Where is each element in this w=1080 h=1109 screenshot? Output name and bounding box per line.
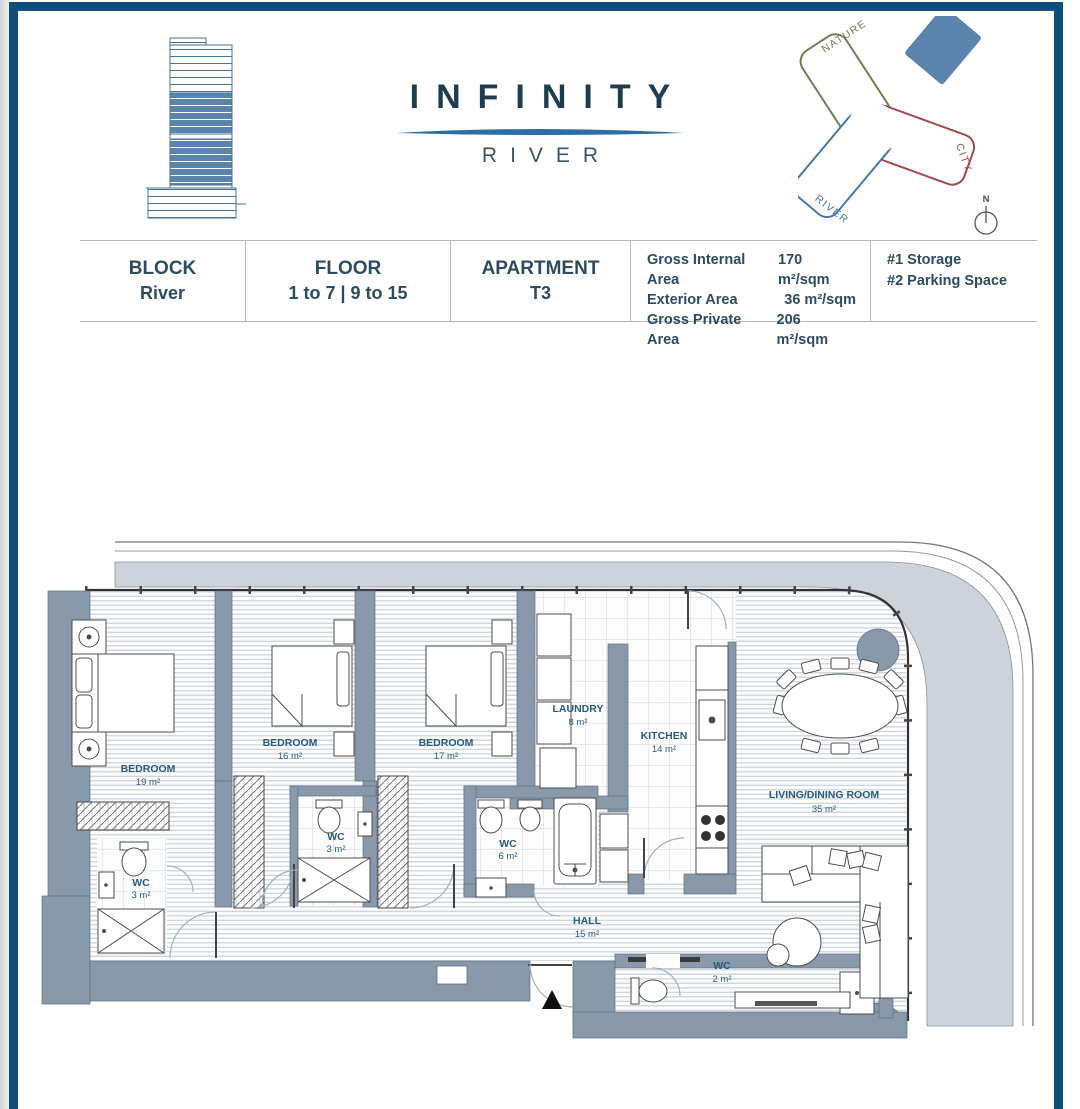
apartment-label: APARTMENT (481, 258, 600, 279)
extra-row: #1 Storage (887, 252, 962, 268)
block-label: BLOCK (128, 258, 197, 279)
room-area: 2 m² (712, 974, 732, 985)
room-label: LIVING/DINING ROOM (768, 789, 880, 801)
entrance-marker (542, 990, 562, 1009)
river-label: RIVER (812, 192, 852, 227)
room-area: 3 m² (131, 890, 151, 901)
room-area: 14 m² (651, 744, 677, 755)
floor-plan (40, 534, 1040, 1049)
room-label: KITCHEN (640, 730, 688, 742)
room-label: WC (132, 877, 150, 889)
wardrobe (378, 776, 408, 908)
apartment-info-table (80, 240, 1037, 348)
nature-label: NATURE (819, 17, 870, 56)
room-label: LAUNDRY (552, 703, 604, 715)
area-row (647, 310, 856, 350)
apartment-cell (450, 241, 630, 321)
city-label: CITY (953, 141, 975, 175)
room-label: HALL (573, 915, 601, 927)
area-value: 206 m²/sqm (776, 312, 829, 348)
floor-label: FLOOR (314, 258, 382, 279)
swoosh-icon (390, 125, 690, 138)
room-area: 6 m² (498, 851, 518, 862)
page-subtitle: RIVER (481, 144, 612, 167)
tower-logo (146, 36, 246, 222)
floor-value: 1 to 7 | 9 to 15 (288, 283, 408, 303)
area-row (647, 290, 856, 310)
area-row (647, 250, 856, 290)
room-area: 35 m² (811, 804, 837, 815)
area-value: 36 m²/sqm (784, 292, 856, 308)
wardrobe (234, 776, 264, 908)
room-area: 3 m² (326, 844, 346, 855)
room-area: 19 m² (135, 777, 161, 788)
block-value: River (139, 283, 186, 303)
room-area: 16 m² (277, 751, 303, 762)
room-label: WC (713, 960, 731, 972)
north-label: N (982, 194, 990, 205)
room-label: BEDROOM (418, 737, 474, 749)
room-label: BEDROOM (262, 737, 318, 749)
brand-block (340, 78, 740, 168)
wing-junction (847, 103, 899, 155)
extra-row: #2 Parking Space (887, 273, 1008, 289)
area-label: Gross Internal Area (647, 252, 746, 288)
room-label: WC (327, 831, 345, 843)
building-orientation-diagram (798, 16, 1008, 244)
page-title: INFINITY (409, 78, 688, 116)
room-label: BEDROOM (120, 763, 176, 775)
wardrobe (77, 802, 169, 830)
areas-cell (630, 241, 870, 348)
area-value: 170 m²/sqm (778, 252, 830, 288)
apartment-highlight (904, 16, 982, 85)
apartment-value: T3 (529, 283, 551, 303)
page-edge (0, 0, 9, 1109)
extras-cell (870, 241, 1037, 321)
floor-cell (245, 241, 450, 321)
room-label: WC (499, 838, 517, 850)
area-label: Exterior Area (647, 292, 738, 308)
block-cell (80, 241, 245, 321)
room-area: 8 m² (568, 717, 588, 728)
room-area: 17 m² (433, 751, 459, 762)
north-compass-icon (975, 194, 997, 234)
area-label: Gross Private Area (647, 312, 742, 348)
room-area: 15 m² (574, 929, 600, 940)
